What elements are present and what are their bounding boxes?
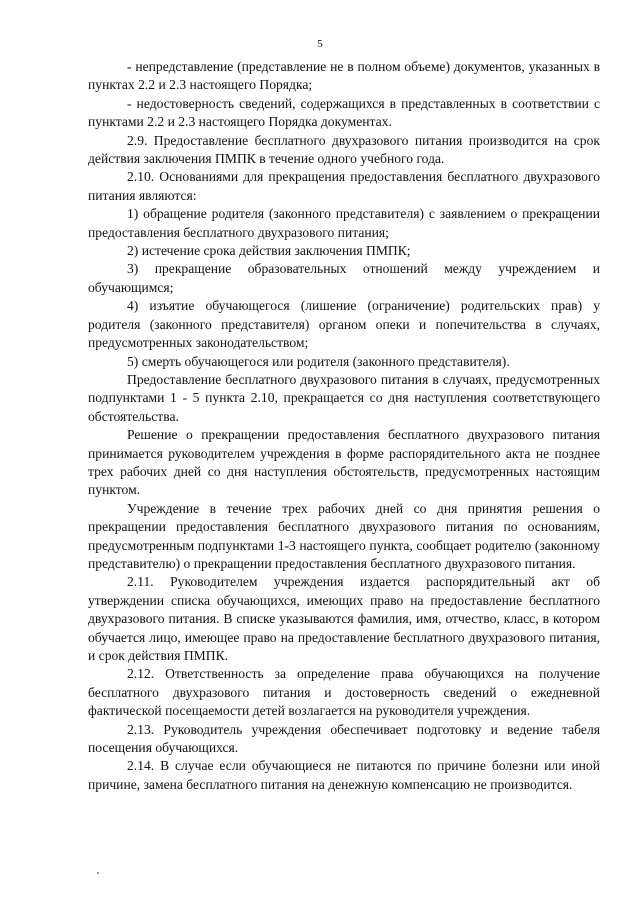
scan-speck <box>97 872 99 874</box>
paragraph-nonsubmission: - непредставление (представление не в полном объеме) документов, указанных в пунктах 2.2 и 2.3 настоящего Порядка; <box>88 59 600 93</box>
paragraph-2-9: 2.9. Предоставление бесплатного двухразового питания производится на срок действия заключения ПМПК в течение одного учебного года. <box>88 132 600 167</box>
list-item-1: 1) обращение родителя (законного представителя) с заявлением о прекращении предоставления бесплатного двухразового питания; <box>88 206 600 240</box>
list-item-2: 2) истечение срока действия заключения ПМПК; <box>127 243 411 259</box>
paragraph-2-11: 2.11. Руководителем учреждения издается распорядительный акт об утверждении списка обучающихся, имеющих право на предоставление бесплатного двухразового питания. В списке указываются фамилия, имя, отчество, класс, в котором обучается лицо, имеющее право на предоставление бесплатного двухразового питания, и срок действия ПМПК. <box>88 574 600 663</box>
paragraph-notification: Учреждение в течение трех рабочих дней со дня принятия решения о прекращении предоставления бесплатного двухразового питания по основаниям, предусмотренным подпунктами 1-3 настоящего пункта, сообщает родителю (законному представителю) о прекращении предоставления бесплатного двухразового питания. <box>88 500 600 571</box>
page-number: 5 <box>317 38 323 50</box>
paragraph-termination-date: Предоставление бесплатного двухразового питания в случаях, предусмотренных подпунктами 1 - 5 пункта 2.10, прекращается со дня наступления соответствующего обстоятельства. <box>88 371 600 424</box>
paragraph-2-12: 2.12. Ответственность за определение права обучающихся на получение бесплатного двухразового питания и достоверность сведений о ежедневной фактической посещаемости детей возлагается на руководителя учреждения. <box>88 666 600 719</box>
paragraph-unreliable-info: - недостоверность сведений, содержащихся в представленных в соответствии с пунктами 2.2 и 2.3 настоящего Порядка документах. <box>88 95 600 130</box>
paragraph-termination-decision: Решение о прекращении предоставления бесплатного двухразового питания принимается руководителем учреждения в форме распорядительного акта не позднее трех рабочих дней со дня наступления обстоятельств, предусмотренных настоящим пунктом. <box>88 427 600 498</box>
list-item-3: 3) прекращение образовательных отношений между учреждением и обучающимся; <box>88 261 600 295</box>
paragraph-2-14: 2.14. В случае если обучающиеся не питаются по причине болезни или иной причине, замена бесплатного питания на денежную компенсацию не производится. <box>88 758 600 792</box>
paragraph-2-13: 2.13. Руководитель учреждения обеспечивает подготовку и ведение табеля посещения обучающихся. <box>88 721 600 756</box>
list-item-5: 5) смерть обучающегося или родителя (законного представителя). <box>127 353 510 369</box>
paragraph-2-10: 2.10. Основаниями для прекращения предоставления бесплатного двухразового питания являются: <box>88 169 600 203</box>
document-body <box>88 58 600 794</box>
list-item-4: 4) изъятие обучающегося (лишение (ограничение) родительских прав) у родителя (законного представителя) органом опеки и попечительства в случаях, предусмотренных законодательством; <box>88 298 600 351</box>
